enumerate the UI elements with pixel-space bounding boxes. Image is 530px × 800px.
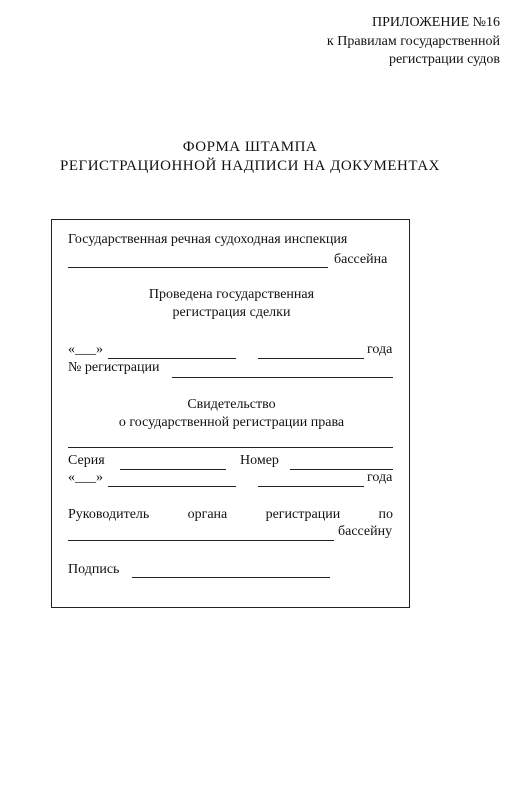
date2-day-quotes: «___» — [68, 470, 103, 485]
registered-line2: регистрация сделки — [172, 305, 291, 320]
reg-number-label: № регистрации — [68, 360, 160, 375]
date-day-quotes: «___» — [68, 342, 103, 357]
basin-name-line — [68, 267, 328, 268]
registered-line1: Проведена государственная — [148, 287, 315, 302]
form-title-line1: ФОРМА ШТАМПА — [182, 139, 318, 155]
basin-label: бассейна — [334, 252, 388, 267]
appendix-number: ПРИЛОЖЕНИЕ №16 — [372, 15, 500, 30]
number-label: Номер — [240, 453, 279, 468]
signature-label: Подпись — [68, 562, 120, 577]
head-basin-line — [68, 540, 334, 541]
inspection-label: Государственная речная судоходная инспекция — [68, 232, 348, 247]
basin2-label: бассейну — [338, 524, 393, 539]
appendix-reference: к Правилам государственной — [326, 34, 500, 49]
year-label: года — [367, 342, 393, 357]
year2-label: года — [367, 470, 393, 485]
reg-number-line — [172, 377, 393, 378]
date2-month-line — [108, 486, 236, 487]
certificate-line1: Свидетельство — [187, 397, 276, 412]
appendix-reference-cont: регистрации судов — [388, 52, 500, 67]
certificate-line2: о государственной регистрации права — [118, 415, 345, 430]
signature-line — [132, 577, 330, 578]
date2-year-line — [258, 486, 364, 487]
stamp-box — [51, 219, 410, 608]
head-of-registration-label: Руководитель органа регистрации по — [68, 507, 393, 522]
date-month-line — [108, 358, 236, 359]
series-line — [120, 469, 226, 470]
certificate-blank-line — [68, 447, 393, 448]
form-title-line2: РЕГИСТРАЦИОННОЙ НАДПИСИ НА ДОКУМЕНТАХ — [60, 158, 440, 174]
date-year-line — [258, 358, 364, 359]
series-label: Серия — [68, 453, 105, 468]
